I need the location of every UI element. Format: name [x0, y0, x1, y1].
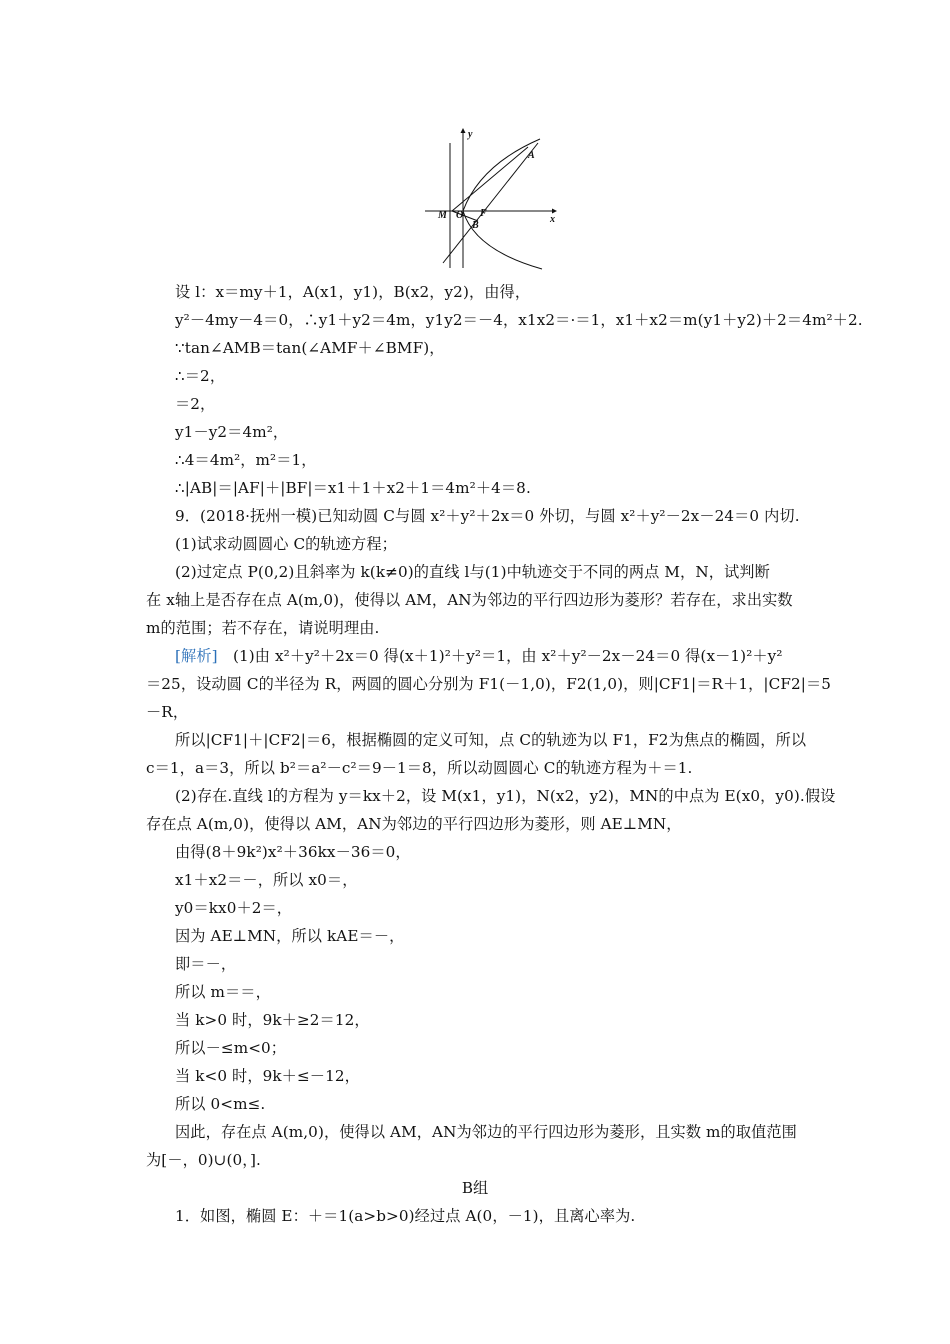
line-ab	[443, 143, 538, 263]
text-line-4: ∴＝2，	[175, 367, 226, 385]
analysis-line-5: c＝1，a＝3，所以 b²＝a²－c²＝9－1＝8，所以动圆圆心 C的轨迹方程为＋＝1.	[146, 759, 693, 777]
label-b: B	[472, 220, 479, 231]
label-f: F	[480, 208, 487, 219]
analysis-line-12: 即＝－，	[175, 955, 237, 973]
analysis-line-2: ＝25，设动圆 C的半径为 R，两圆的圆心分别为 F1(－1,0)，F2(1,0)，则|CF1|＝R＋1，|CF2|＝5	[146, 675, 832, 693]
text-line-7: ∴4＝4m²，m²＝1，	[175, 451, 317, 469]
b-problem-1-statement: 1．如图，椭圆 E：＋＝1(a>b>0)经过点 A(0，－1)，且离心率为.	[175, 1207, 636, 1225]
analysis-label: [解析]	[175, 647, 218, 665]
problem-9-part-1: (1)试求动圆圆心 C的轨迹方程；	[175, 535, 397, 553]
label-y: y	[468, 129, 473, 140]
analysis-line-7: 存在点 A(m,0)，使得以 AM，AN为邻边的平行四边形为菱形，则 AE⊥MN，	[146, 815, 682, 833]
parabola-figure	[420, 125, 560, 270]
analysis-line-6: (2)存在.直线 l的方程为 y＝kx＋2，设 M(x1，y1)，N(x2，y2)，MN的中点为 E(x0，y0).假设	[175, 787, 836, 805]
analysis-line-16: 当 k<0 时，9k＋≤－12，	[175, 1067, 360, 1085]
section-title: B组	[461, 1179, 489, 1197]
analysis-line-11: 因为 AE⊥MN，所以 kAE＝－，	[175, 927, 405, 945]
text-line-2: y²－4my－4＝0，∴y1＋y2＝4m，y1y2＝－4，x1x2＝·＝1，x1＋x2＝m(y1＋y2)＋2＝4m²＋2.	[175, 311, 863, 329]
analysis-line-9: x1＋x2＝－，所以 x0＝，	[175, 871, 358, 889]
label-o: O	[456, 210, 464, 221]
analysis-line-18: 因此，存在点 A(m,0)，使得以 AM，AN为邻边的平行四边形为菱形，且实数 m的取值范围	[175, 1123, 797, 1141]
problem-9-part-2-line-3: m的范围；若不存在，请说明理由.	[146, 619, 380, 637]
analysis-line-10: y0＝kx0＋2＝，	[175, 899, 293, 917]
analysis-line-4: 所以|CF1|＋|CF2|＝6，根据椭圆的定义可知，点 C的轨迹为以 F1，F2为焦点的椭圆，所以	[175, 731, 807, 749]
analysis-line-13: 所以 m＝＝，	[175, 983, 271, 1001]
text-line-5: ＝2，	[175, 395, 216, 413]
analysis-line-17: 所以 0<m≤.	[175, 1095, 266, 1113]
analysis-line-8: 由得(8＋9k²)x²＋36kx－36＝0，	[175, 843, 411, 861]
analysis-line-19: 为[－，0)∪(0，].	[146, 1151, 261, 1169]
x-axis-arrow	[552, 209, 557, 214]
analysis-line-3: －R，	[146, 703, 189, 721]
problem-9-statement: 9．(2018·抚州一模)已知动圆 C与圆 x²＋y²＋2x＝0 外切，与圆 x²＋y²－2x－24＝0 内切.	[175, 507, 800, 525]
y-axis-arrow	[461, 128, 466, 133]
analysis-line-14: 当 k>0 时，9k＋≥2＝12，	[175, 1011, 370, 1029]
problem-9-part-2-line-1: (2)过定点 P(0,2)且斜率为 k(k≠0)的直线 l与(1)中轨迹交于不同的两点 M，N，试判断	[175, 563, 770, 581]
label-a: A	[528, 150, 535, 161]
text-line-1: 设 l：x＝my＋1，A(x1，y1)，B(x2，y2)，由得，	[175, 283, 531, 301]
text-line-6: y1－y2＝4m²，	[175, 423, 289, 441]
label-x: x	[550, 214, 555, 225]
text-line-8: ∴|AB|＝|AF|＋|BF|＝x1＋1＋x2＋1＝4m²＋4＝8.	[175, 479, 531, 497]
problem-9-part-2-line-2: 在 x轴上是否存在点 A(m,0)，使得以 AM，AN为邻边的平行四边形为菱形？若存在，求出实数	[146, 591, 793, 609]
analysis-line-1	[175, 646, 783, 666]
analysis-line-15: 所以－≤m<0；	[175, 1039, 287, 1057]
label-m: M	[438, 210, 447, 221]
text-line-3: ∵tan∠AMB＝tan(∠AMF＋∠BMF)，	[175, 339, 445, 357]
analysis-text: (1)由 x²＋y²＋2x＝0 得(x＋1)²＋y²＝1，由 x²＋y²－2x－24＝0 得(x－1)²＋y²	[232, 647, 783, 665]
coordinate-diagram	[420, 125, 560, 270]
